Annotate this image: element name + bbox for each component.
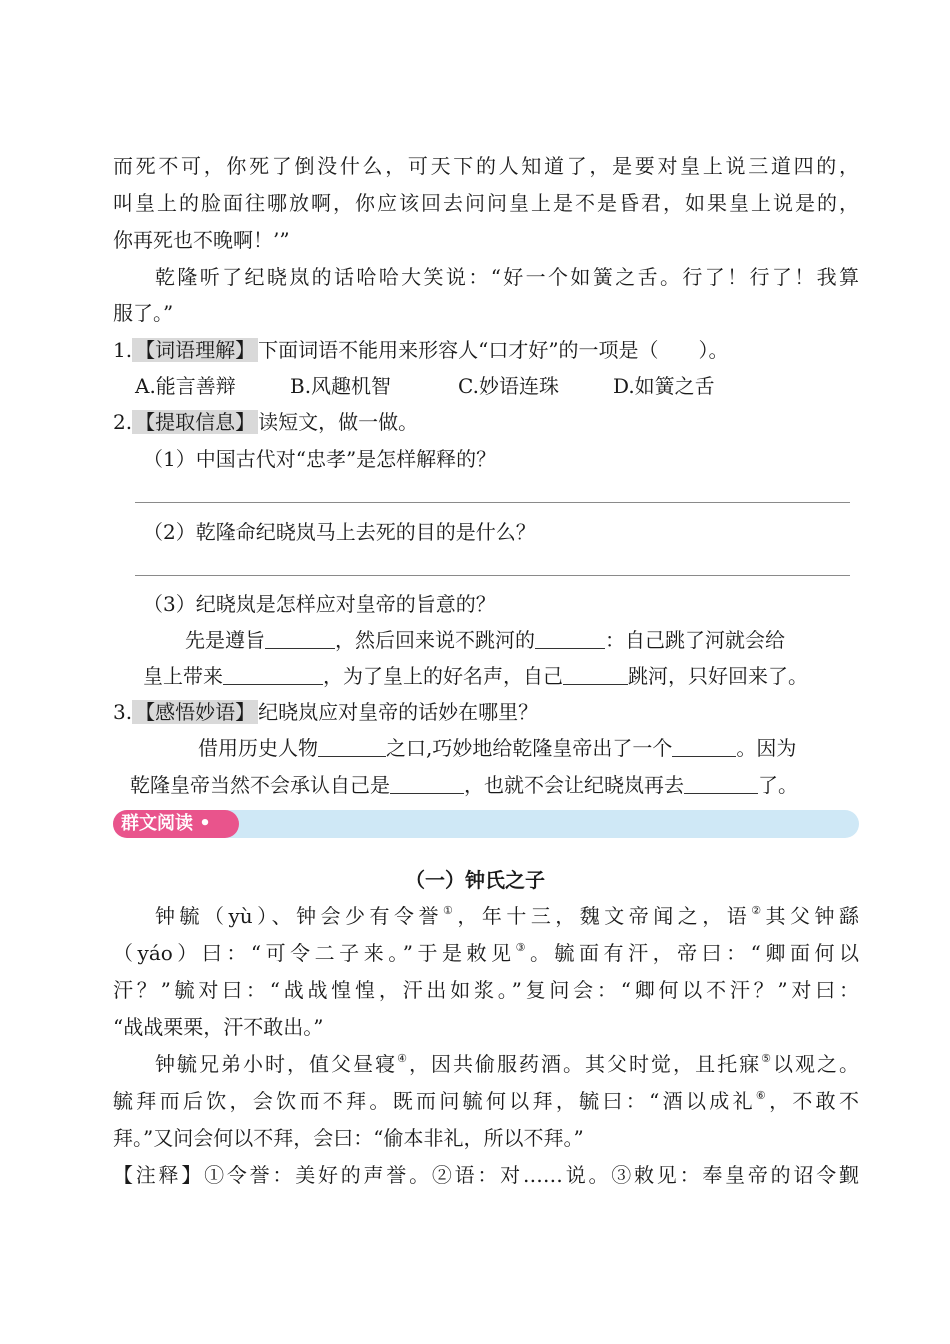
fill-blank[interactable]: [672, 736, 736, 757]
fill-text: ，然后回来说不跳河的: [335, 628, 535, 652]
question-number: 3.: [113, 700, 133, 724]
story-line: 你再死也不晚啊！’”: [113, 228, 290, 252]
fill-text: 。因为: [736, 736, 797, 760]
fill-text: ：自己跳了河就会给: [605, 628, 785, 652]
passage-text: 钟毓（yù）、钟会少有令誉: [155, 904, 443, 928]
fill-text: 之口,巧妙地给乾隆皇帝出了一个: [386, 736, 673, 760]
story-line: 服了。”: [113, 301, 174, 325]
fill-line: [143, 662, 808, 690]
fill-blank[interactable]: [684, 773, 758, 794]
question-tag: 【提取信息】: [132, 410, 258, 434]
section-label: 群文阅读 •: [113, 810, 239, 838]
question-tag: 【感悟妙语】: [132, 700, 258, 724]
fill-text: 了。: [758, 773, 798, 797]
section-banner: [113, 810, 859, 838]
option-b: B.风趣机智: [290, 374, 392, 398]
fill-text: 借用历史人物: [198, 736, 318, 760]
option-c: C.妙语连珠: [458, 374, 559, 398]
passage-line: 拜。”又问会何以不拜，会曰：“偷本非礼，所以不拜。”: [113, 1126, 584, 1150]
story-line: 叫皇上的脸面往哪放啊，你应该回去问问皇上是不是昏君，如果皇上说是的，: [113, 191, 859, 215]
sub-question-3: （3）纪晓岚是怎样应对皇帝的旨意的？: [143, 592, 496, 616]
fill-blank[interactable]: [535, 628, 605, 649]
fill-blank[interactable]: [318, 736, 386, 757]
passage-text: 其父钟繇: [765, 904, 860, 928]
passage-line: 汗？”毓对曰：“战战惶惶，汗出如浆。”复问会：“卿何以不汗？”对曰：: [113, 978, 859, 1002]
fill-blank[interactable]: [223, 664, 323, 685]
footnote-mark: ④: [397, 1052, 409, 1065]
passage-text: ，不敢不: [769, 1089, 859, 1113]
passage-text: （yáo）曰：“可令二子来。”于是敕见: [113, 941, 516, 965]
question-3: [113, 698, 538, 726]
passage-line: [113, 939, 859, 967]
notes-line: 【注释】①令誉：美好的声誉。②语：对……说。③敕见：奉皇帝的诏令觐: [113, 1163, 859, 1187]
fill-blank[interactable]: [265, 628, 335, 649]
passage-line: “战战栗栗，汗不敢出。”: [113, 1015, 324, 1039]
story-line: 而死不可，你死了倒没什么，可天下的人知道了，是要对皇上说三道四的，: [113, 154, 859, 178]
sub-question-2: （2）乾隆命纪晓岚马上去死的目的是什么？: [143, 520, 536, 544]
footnote-mark: ②: [751, 904, 766, 917]
passage-text: ，年十三，魏文帝闻之，语: [457, 904, 752, 928]
question-text: 下面词语不能用来形容人“口才好”的一项是（ ）。: [258, 338, 729, 362]
option-d: D.如簧之舌: [613, 374, 715, 398]
sub-question-1: （1）中国古代对“忠孝”是怎样解释的？: [143, 447, 497, 471]
question-1: [113, 336, 729, 364]
fill-blank[interactable]: [390, 773, 464, 794]
answer-line[interactable]: [135, 575, 850, 576]
passage-title: （一）钟氏之子: [405, 868, 545, 892]
fill-blank[interactable]: [563, 664, 628, 685]
footnote-mark: ③: [515, 941, 530, 954]
passage-text: 毓拜而后饮，会饮而不拜。既而问毓何以拜，毓曰：“酒以成礼: [113, 1089, 756, 1113]
fill-line: [185, 626, 785, 654]
question-number: 2.: [113, 410, 133, 434]
passage-text: 以观之。: [772, 1052, 859, 1076]
fill-text: 乾隆皇帝当然不会承认自己是: [130, 773, 390, 797]
answer-line[interactable]: [135, 502, 850, 503]
fill-text: ，为了皇上的好名声，自己: [323, 664, 563, 688]
passage-line: [113, 1087, 859, 1115]
question-text: 读短文，做一做。: [258, 410, 419, 434]
story-line: 乾隆听了纪晓岚的话哈哈大笑说：“好一个如簧之舌。行了！行了！我算: [155, 265, 859, 289]
passage-text: 。毓面有汗，帝曰：“卿面何以: [529, 941, 859, 965]
fill-text: 跳河，只好回来了。: [628, 664, 808, 688]
footnote-mark: ①: [443, 904, 458, 917]
footnote-mark: ⑤: [761, 1052, 773, 1065]
passage-text: ，因共偷服药酒。其父时觉，且托寐: [408, 1052, 762, 1076]
question-number: 1.: [113, 338, 133, 362]
fill-text: 皇上带来: [143, 664, 223, 688]
passage-line: [155, 1050, 859, 1078]
fill-text: 先是遵旨: [185, 628, 265, 652]
option-a: A.能言善辩: [135, 374, 236, 398]
passage-line: [155, 902, 859, 930]
fill-line: [130, 771, 798, 799]
question-2: [113, 408, 418, 436]
question-text: 纪晓岚应对皇帝的话妙在哪里？: [258, 700, 539, 724]
fill-line: [198, 734, 796, 762]
question-tag: 【词语理解】: [132, 338, 258, 362]
footnote-mark: ⑥: [755, 1089, 770, 1102]
passage-text: 钟毓兄弟小时，值父昼寝: [155, 1052, 398, 1076]
fill-text: ，也就不会让纪晓岚再去: [464, 773, 684, 797]
